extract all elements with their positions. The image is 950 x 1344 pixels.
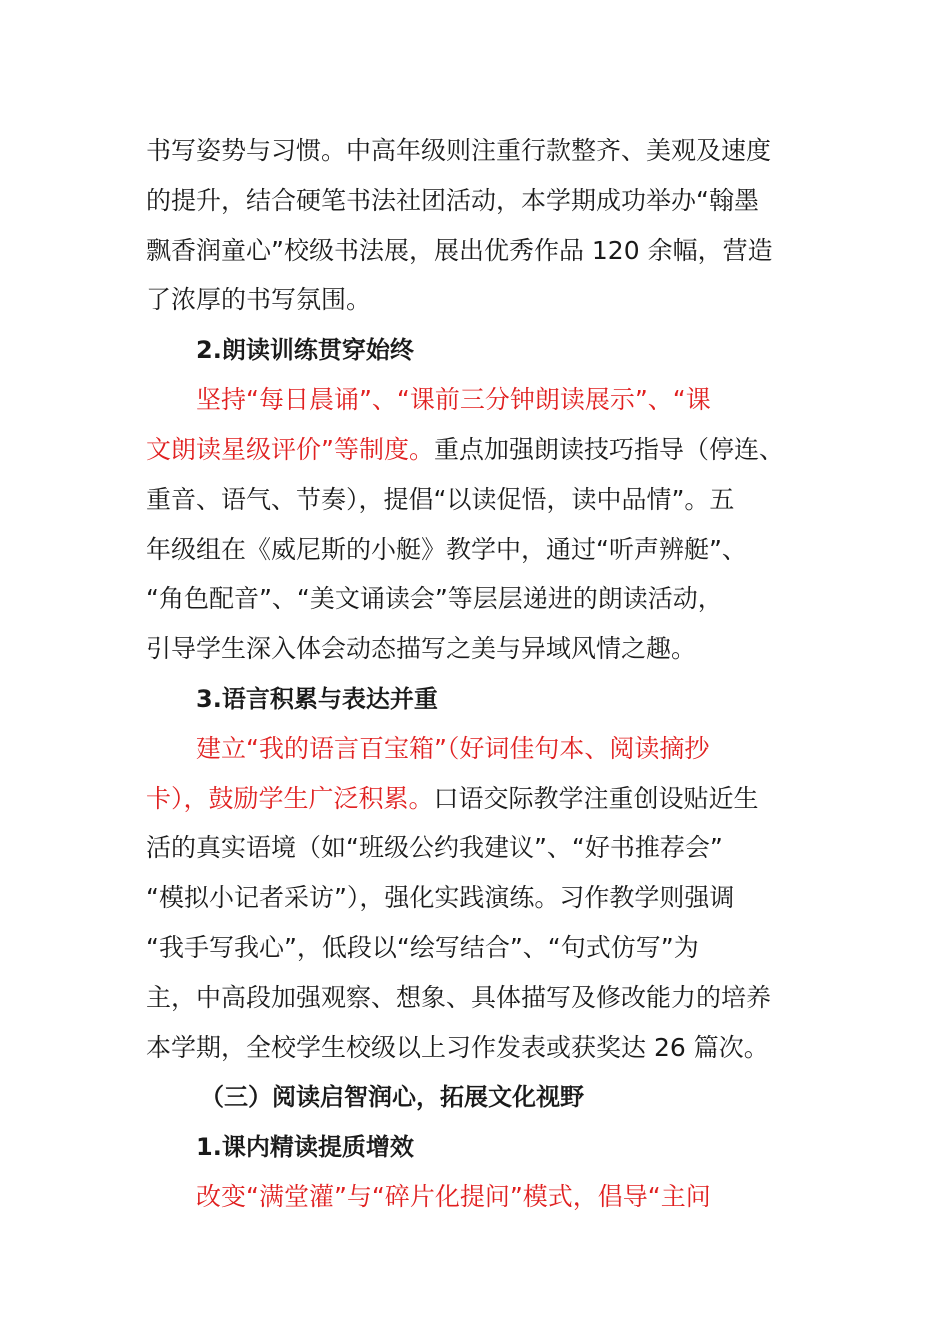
- highlighted-text: 文朗读星级评价”等制度。: [146, 435, 434, 464]
- paragraph-line: 重音、语气、节奏），提倡“以读促悟，读中品情”。五: [146, 485, 735, 514]
- paragraph-line: “我手写我心”，低段以“绘写结合”、“句式仿写”为: [146, 933, 699, 962]
- section-heading: 2.朗读训练贯穿始终: [196, 336, 414, 364]
- paragraph-line: 的提升，结合硬笔书法社团活动，本学期成功举办“翰墨: [146, 186, 759, 215]
- highlighted-line: 建立“我的语言百宝箱”（好词佳句本、阅读摘抄: [196, 734, 710, 763]
- highlighted-text: 卡），鼓励学生广泛积累。: [146, 784, 434, 813]
- mixed-line: [146, 784, 759, 814]
- paragraph-line: 书写姿势与习惯。中高年级则注重行款整齐、美观及速度: [146, 136, 772, 165]
- chapter-heading: （三）阅读启智润心，拓展文化视野: [200, 1083, 584, 1111]
- body-text: 重点加强朗读技巧指导（停连、: [433, 435, 784, 464]
- paragraph-line: 活的真实语境（如“班级公约我建议”、“好书推荐会”: [146, 833, 723, 862]
- highlighted-line: 坚持“每日晨诵”、“课前三分钟朗读展示”、“课: [196, 385, 711, 414]
- paragraph-line: 本学期，全校学生校级以上习作发表或获奖达 26 篇次。: [146, 1033, 769, 1062]
- paragraph-line: “角色配音”、“美文诵读会”等层层递进的朗读活动，: [146, 584, 723, 613]
- paragraph-line: 飘香润童心”校级书法展，展出优秀作品 120 余幅，营造: [146, 236, 773, 265]
- section-heading: 3.语言积累与表达并重: [196, 685, 438, 713]
- mixed-line: [146, 435, 784, 465]
- paragraph-line: “模拟小记者采访”），强化实践演练。习作教学则强调: [146, 883, 735, 912]
- highlighted-line: 改变“满堂灌”与“碎片化提问”模式，倡导“主问: [196, 1182, 711, 1211]
- paragraph-line: 主，中高段加强观察、想象、具体描写及修改能力的培养: [146, 983, 772, 1012]
- paragraph-line: 引导学生深入体会动态描写之美与异域风情之趣。: [146, 634, 697, 663]
- paragraph-line: 年级组在《威尼斯的小艇》教学中，通过“听声辨艇”、: [146, 535, 747, 564]
- paragraph-line: 了浓厚的书写氛围。: [146, 285, 372, 314]
- section-heading: 1.课内精读提质增效: [196, 1133, 414, 1161]
- body-text: 口语交际教学注重创设贴近生: [433, 784, 759, 813]
